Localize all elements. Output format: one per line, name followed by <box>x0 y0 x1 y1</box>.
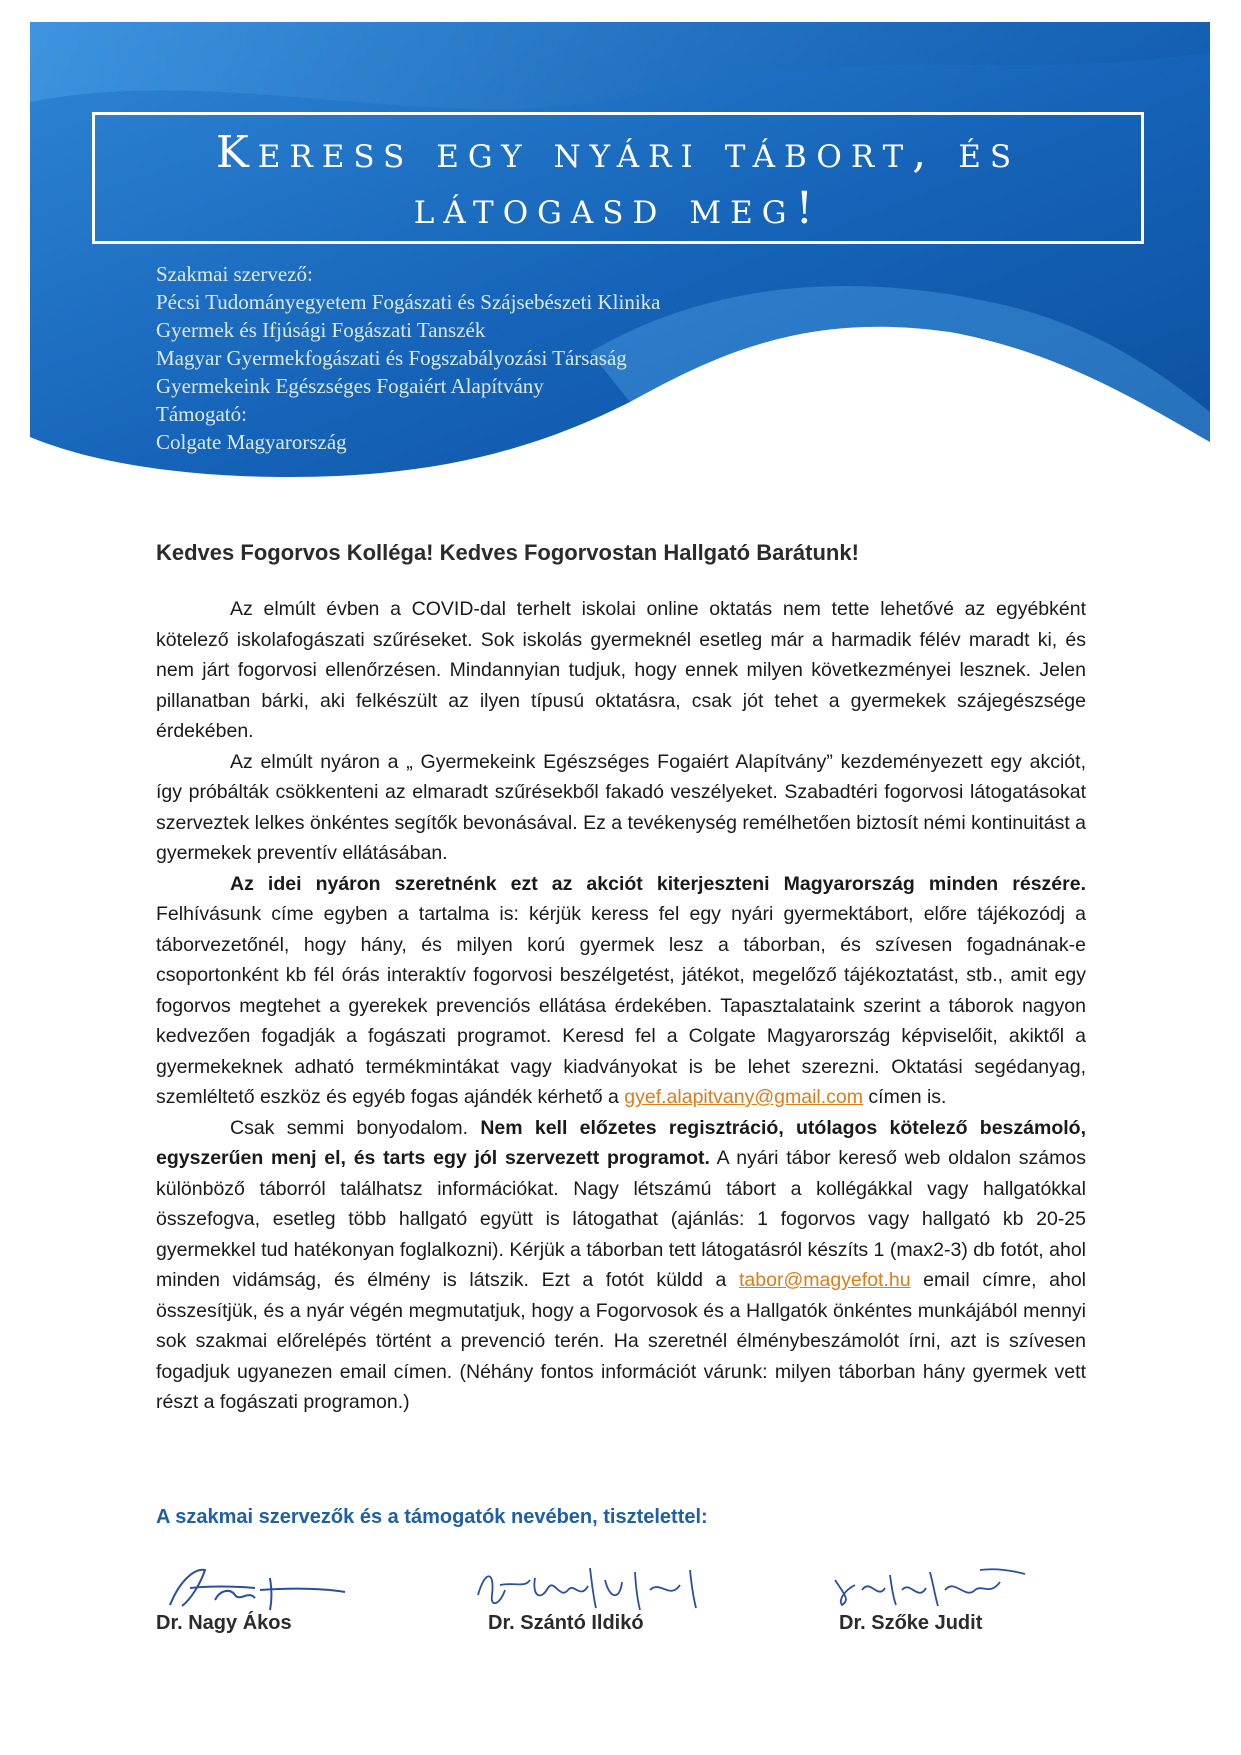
signature-nagy <box>160 1560 350 1615</box>
sponsor-line: Colgate Magyarország <box>156 430 347 454</box>
greeting: Kedves Fogorvos Kolléga! Kedves Fogorvostan Hallgató Barátunk! <box>156 540 859 565</box>
paragraph-3-bold: Az idei nyáron szeretnénk ezt az akciót kiterjeszteni Magyarország minden részére. <box>230 872 1086 895</box>
camp-email-link[interactable]: tabor@magyefot.hu <box>739 1269 911 1291</box>
paragraph-1 <box>156 594 1086 747</box>
organizer-line: Magyar Gyermekfogászati és Fogszabályozási Társaság <box>156 346 627 370</box>
signature-szoke <box>830 1560 1030 1615</box>
organizer-label: Szakmai szervező: <box>156 262 313 286</box>
paragraph-3-end: címen is. <box>863 1086 947 1108</box>
foundation-email-link[interactable]: gyef.alapitvany@gmail.com <box>624 1086 864 1108</box>
organizer-line: Gyermekeink Egészséges Fogaiért Alapítvány <box>156 374 544 398</box>
letter-body <box>156 540 1086 1418</box>
paragraph-2-text: Az elmúlt nyáron a „ Gyermekeink Egészséges Fogaiért Alapítvány” kezdeményezett egy akciót, így próbálták csökkenteni az elmaradt szűrésekből fakadó veszélyeket. Szabadtéri fogorvosi látogatásokat szerveztek lelkes önkéntes segítők bevonásával. Ez a tevékenység remélhetően biztosít némi kontinuitást a gyermekek preventív ellátásában. <box>156 750 1087 864</box>
paragraph-3-text: Felhívásunk címe egyben a tartalma is: kérjük keress fel egy nyári gyermektábort, előre tájékozódj a táborvezetőnél, hogy hány, és milyen korú gyermek lesz a táborban, és szívesen fogadnának-e csoportonként kb fél órás interaktív fogorvosi beszélgetést, játékot, megelőző tájékoztatást, stb., amit egy fogorvos megtehet a gyerekek prevenciós ellátása érdekében. Tapasztalataink szerint a táborok nagyon kedvezően fogadják a fogászati programot. Keresd fel a Colgate Magyarország képviselőit, akiktől a gyermekeknek adható termékmintákat vagy kiadványokat is be lehet szerezni. Oktatási segédanyag, szemléltető eszköz és egyéb fogas ajándék kérhető a <box>156 903 1086 1108</box>
paragraph-4-end: email címre, ahol összesítjük, és a nyár végén megmutatjuk, hogy a Fogorvosok és a Hallgatók önkéntes munkájából mennyi sok szakmai előrelépés történt a prevenció terén. Ha szeretnél élménybeszámolót írni, azt is szívesen fogadjuk ugyanezen email címen. (Néhány fontos információt várunk: milyen táborban hány gyermek vett részt a fogászati programon.) <box>156 1269 1086 1413</box>
signatory-name: Dr. Nagy Ákos <box>156 1612 292 1634</box>
paragraph-4-start: Csak semmi bonyodalom. <box>230 1116 481 1139</box>
paragraph-2 <box>156 747 1086 869</box>
paragraph-4 <box>156 1113 1086 1418</box>
closing-line: A szakmai szervezők és a támogatók nevében, tisztelettel: <box>156 1506 708 1528</box>
organizer-line: Pécsi Tudományegyetem Fogászati és Szájsebészeti Klinika <box>156 290 661 314</box>
signatory-name: Dr. Szőke Judit <box>839 1612 983 1634</box>
sponsor-label: Támogató: <box>156 402 247 426</box>
paragraph-1-text: Az elmúlt évben a COVID-dal terhelt iskolai online oktatás nem tette lehetővé az egyébként kötelező iskolafogászati szűréseket. Sok iskolás gyermeknél esetleg már a harmadik félév maradt ki, és nem járt fogorvosi ellenőrzésen. Mindannyian tudjuk, hogy ennek milyen következményei lesznek. Jelen pillanatban bárki, aki felkészült az ilyen típusú oktatásra, csak jót tehet a gyermekek szájegészsége érdekében. <box>156 598 1086 742</box>
paragraph-4-text: A nyári tábor kereső web oldalon számos különböző táborról találhatsz információkat. Nagy létszámú tábort a kollégákkal vagy hallgatókkal összefogva, esetleg több hallgató együtt is látogathat (ajánlás: 1 fogorvos vagy hallgató kb 20-25 gyermekkel tud hatékonyan foglalkozni). Kérjük a táborban tett látogatásról készíts 1 (max2-3) db fotót, ahol minden vidámság, és élmény is látszik. Ezt a fotót küldd a <box>156 1147 1087 1291</box>
page-title: Keress egy nyári tábort, és látogasd meg! <box>92 112 1144 244</box>
paragraph-3 <box>156 869 1086 1113</box>
paragraph-4-bold: Nem kell előzetes regisztráció, utólagos kötelező beszámoló, egyszerűen menj el, és tarts egy jól szervezett programot. <box>156 1116 1086 1169</box>
organizer-line: Gyermek és Ifjúsági Fogászati Tanszék <box>156 318 486 342</box>
signatory-name: Dr. Szántó Ildikó <box>488 1612 644 1634</box>
organizers-list <box>156 260 661 456</box>
signature-szanto <box>470 1560 710 1615</box>
